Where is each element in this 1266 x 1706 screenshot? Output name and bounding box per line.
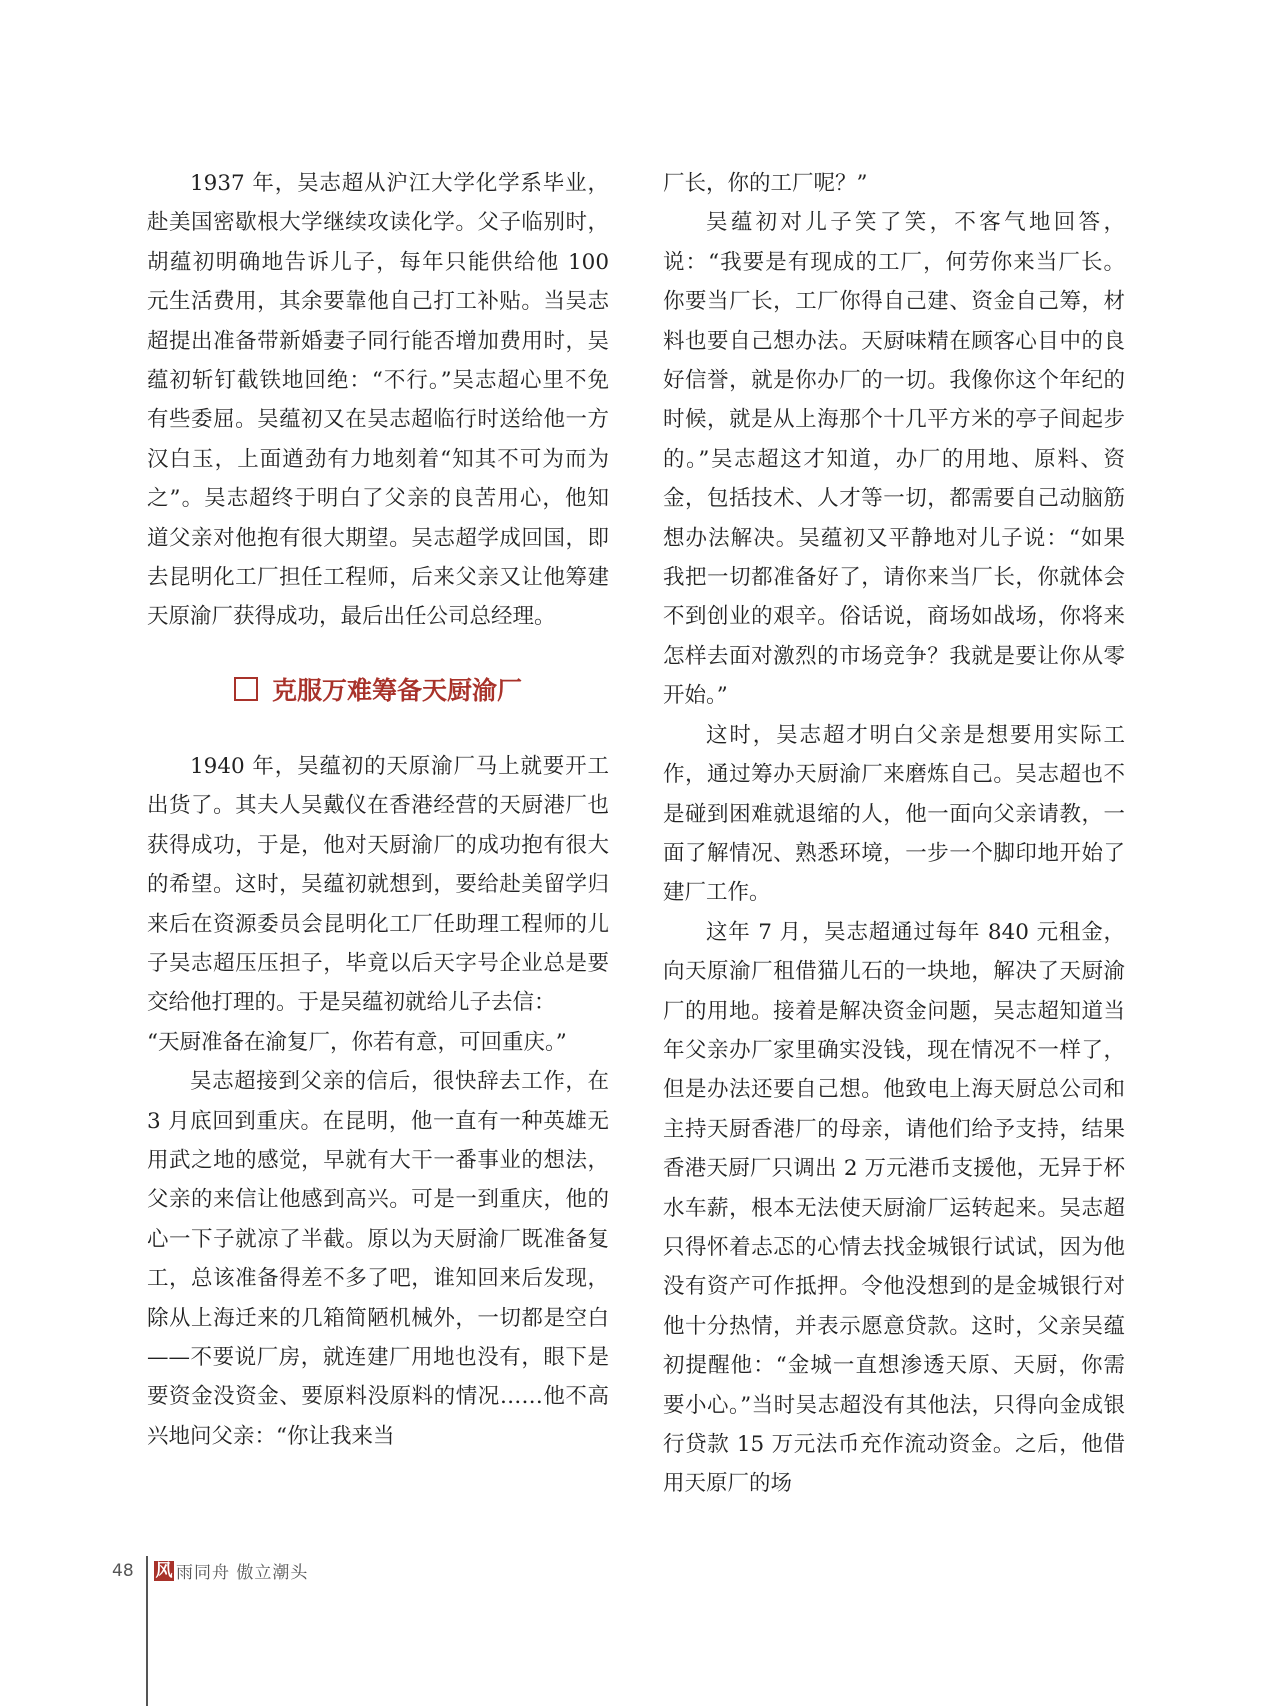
section-heading-text: 克服万难筹备天厨渝厂 (271, 675, 522, 705)
section-heading (147, 671, 609, 711)
paragraph: 这年 7 月，吴志超通过每年 840 元租金，向天原渝厂租借猫儿石的一块地，解决了天厨渝厂的用地。接着是解决资金问题，吴志超知道当年父亲办厂家里确实没钱，现在情况不一样了，但是办法还要自己想。他致电上海天厨总公司和主持天厨香港厂的母亲，请他们给予支持，结果香港天厨厂只调出 2 万元港币支援他，无异于杯水车薪，根本无法使天厨渝厂运转起来。吴志超只得怀着忐忑的心情去找金城银行试试，因为他没有资产可作抵押。令他没想到的是金城银行对他十分热情，并表示愿意贷款。这时，父亲吴蕴初提醒他：“金城一直想渗透天原、天厨，你需要小心。”当时吴志超没有其他法，只得向金成银行贷款 15 万元法币充作流动资金。之后，他借用天原厂的场 (663, 919, 1125, 1497)
paragraph: 吴蕴初对儿子笑了笑，不客气地回答，说：“我要是有现成的工厂，何劳你来当厂长。你要当厂长，工厂你得自己建、资金自己筹，材料也要自己想办法。天厨味精在顾客心目中的良好信誉，就是你办厂的一切。我像你这个年纪的时候，就是从上海那个十几平方米的亭子间起步的。”吴志超这才知道，办厂的用地、原料、资金，包括技术、人才等一切，都需要自己动脑筋想办法解决。吴蕴初又平静地对儿子说：“如果我把一切都准备好了，请你来当厂长，你就体会不到创业的艰辛。俗话说，商场如战场，你将来怎样去面对激烈的市场竞争？我就是要让你从零开始。” (663, 210, 1125, 709)
paragraph: 1937 年，吴志超从沪江大学化学系毕业，赴美国密歇根大学继续攻读化学。父子临别时，胡蕴初明确地告诉儿子，每年只能供给他 100 元生活费用，其余要靠他自己打工补贴。当吴志超提出准备带新婚妻子同行能否增加费用时，吴蕴初斩钉截铁地回绝：“不行。”吴志超心里不免有些委屈。吴蕴初又在吴志超临行时送给他一方汉白玉，上面遒劲有力地刻着“知其不可为而为之”。吴志超终于明白了父亲的良苦用心，他知道父亲对他抱有很大期望。吴志超学成回国，即去昆明化工厂担任工程师，后来父亲又让他筹建天原渝厂获得成功，最后出任公司总经理。 (147, 171, 609, 630)
footer-divider (146, 1556, 148, 1706)
paragraph: “天厨准备在渝复厂，你若有意，可回重庆。” (147, 1029, 567, 1055)
page-footer (112, 1558, 308, 1583)
publication-logo: 风 (155, 1560, 173, 1581)
paragraph: 厂长，你的工厂呢？” (663, 171, 868, 196)
paragraph: 这时，吴志超才明白父亲是想要用实际工作，通过筹办天厨渝厂来磨炼自己。吴志超也不是碰到困难就退缩的人，他一面向父亲请教，一面了解情况、熟悉环境，一步一个脚印地开始了建厂工作。 (663, 722, 1125, 906)
publication-title: 雨同舟 傲立潮头 (176, 1563, 309, 1583)
page-number: 48 (112, 1560, 134, 1581)
left-column (147, 164, 609, 1456)
square-bullet-icon (234, 677, 258, 701)
paragraph: 吴志超接到父亲的信后，很快辞去工作，在 3 月底回到重庆。在昆明，他一直有一种英雄无用武之地的感觉，早就有大干一番事业的想法，父亲的来信让他感到高兴。可是一到重庆，他的心一下子就凉了半截。原以为天厨渝厂既准备复工，总该准备得差不多了吧，谁知回来后发现，除从上海迁来的几箱简陋机械外，一切都是空白——不要说厂房，就连建厂用地也没有，眼下是要资金没资金、要原料没原料的情况……他不高兴地问父亲：“你让我来当 (147, 1069, 609, 1449)
paragraph: 1940 年，吴蕴初的天原渝厂马上就要开工出货了。其夫人吴戴仪在香港经营的天厨港厂也获得成功，于是，他对天厨渝厂的成功抱有很大的希望。这时，吴蕴初就想到，要给赴美留学归来后在资源委员会昆明化工厂任助理工程师的儿子吴志超压压担子，毕竟以后天字号企业总是要交给他打理的。于是吴蕴初就给儿子去信： (147, 753, 609, 1016)
right-column (663, 164, 1125, 1504)
